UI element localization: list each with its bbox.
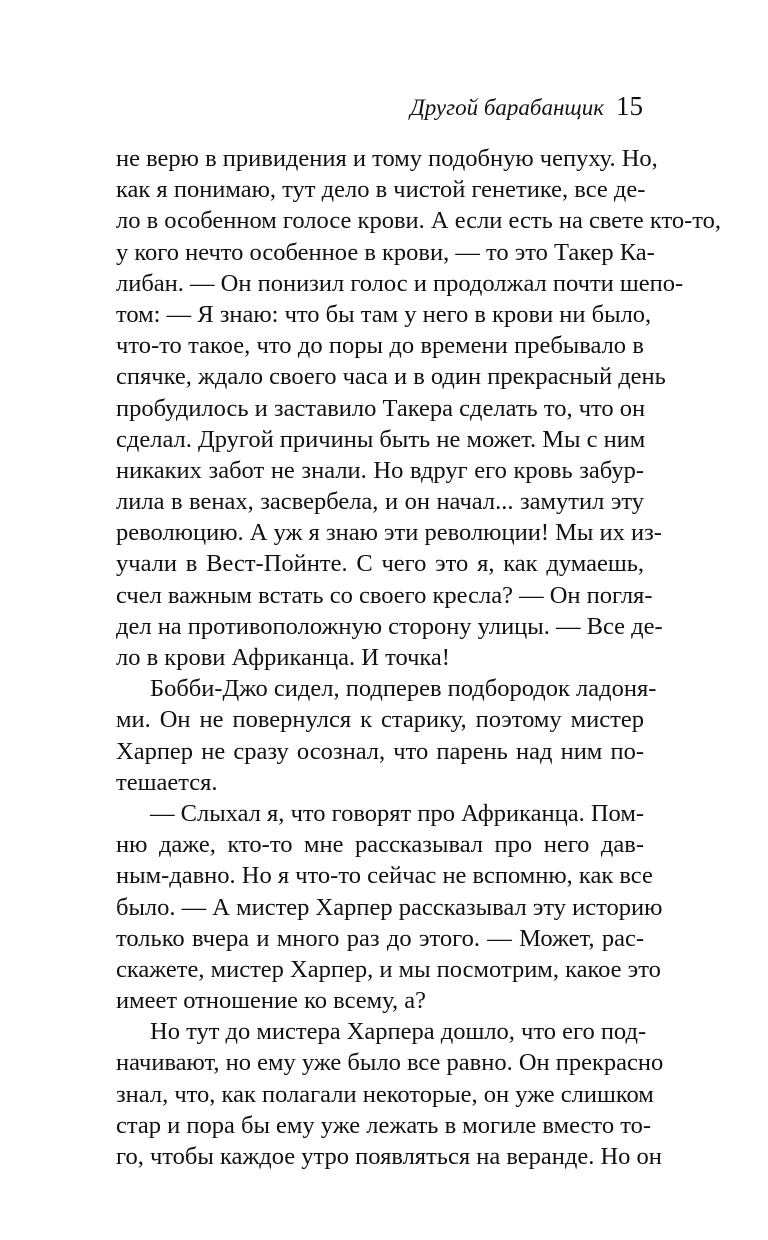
text-line: было. — А мистер Харпер рассказывал эту историю [116, 893, 663, 921]
text-line: либан. — Он понизил голос и продолжал почти шепо- [116, 269, 684, 297]
text-line: Харпер не сразу осознал, что парень над ним по- [116, 737, 644, 765]
text-line: ню даже, кто-то мне рассказывал про него дав- [116, 831, 644, 859]
text-line: счел важным встать со своего кресла? — Он погля- [116, 581, 653, 609]
text-line: пробудилось и заставило Такера сделать то, что он [116, 394, 646, 422]
text-line: что-то такое, что до поры до времени пребывало в [116, 332, 644, 360]
body-text [116, 143, 722, 1172]
text-line: только вчера и много раз до этого. — Может, рас- [116, 924, 644, 952]
page-number: 15 [616, 91, 643, 121]
text-line: ло в крови Африканца. И точка! [116, 644, 450, 671]
text-line: стар и пора бы ему уже лежать в могиле вместо то- [116, 1111, 651, 1139]
text-line: скажете, мистер Харпер, и мы посмотрим, какое это [116, 955, 661, 983]
text-line: Бобби-Джо сидел, подперев подбородок ладоня- [150, 675, 657, 703]
text-line: имеет отношение ко всему, а? [116, 987, 426, 1015]
text-line: начивают, но ему уже было все равно. Он прекрасно [116, 1049, 664, 1077]
text-line: не верю в привидения и тому подобную чепуху. Но, [116, 145, 658, 172]
text-line: знал, что, как полагали некоторые, он уже слишком [116, 1080, 654, 1108]
text-line: тешается. [116, 768, 218, 796]
text-line: никаких забот не знали. Но вдруг его кровь забур- [116, 456, 644, 484]
text-line: го, чтобы каждое утро появляться на веранде. Но он [116, 1143, 662, 1170]
text-line: у кого нечто особенное в крови, — то это Такер Ка- [116, 238, 655, 266]
text-line: том: — Я знаю: что бы там у него в крови ни было, [116, 300, 652, 328]
running-title: Другой барабанщик [410, 95, 604, 120]
text-line: ло в особенном голосе крови. А если есть на свете кто-то, [116, 207, 722, 235]
running-header [410, 86, 643, 128]
text-line: лила в венах, засвербела, и он начал... замутил эту [116, 488, 644, 516]
text-line: революцию. А уж я знаю эти революции! Мы их из- [116, 519, 662, 547]
text-line: ми. Он не повернулся к старику, поэтому мистер [116, 706, 644, 734]
text-line: Но тут до мистера Харпера дошло, что его под- [150, 1018, 647, 1046]
text-line: — Слыхал я, что говорят про Африканца. Пом- [150, 799, 644, 827]
text-line: как я понимаю, тут дело в чистой генетике, все де- [116, 176, 646, 204]
text-line: ным-давно. Но я что-то сейчас не вспомню, как все [116, 862, 653, 890]
text-line: дел на противоположную сторону улицы. — Все де- [116, 612, 663, 640]
text-line: спячке, ждало своего часа и в один прекрасный день [116, 363, 666, 391]
text-line: учали в Вест-Пойнте. С чего это я, как думаешь, [116, 550, 644, 578]
text-line: сделал. Другой причины быть не может. Мы с ним [116, 425, 646, 453]
